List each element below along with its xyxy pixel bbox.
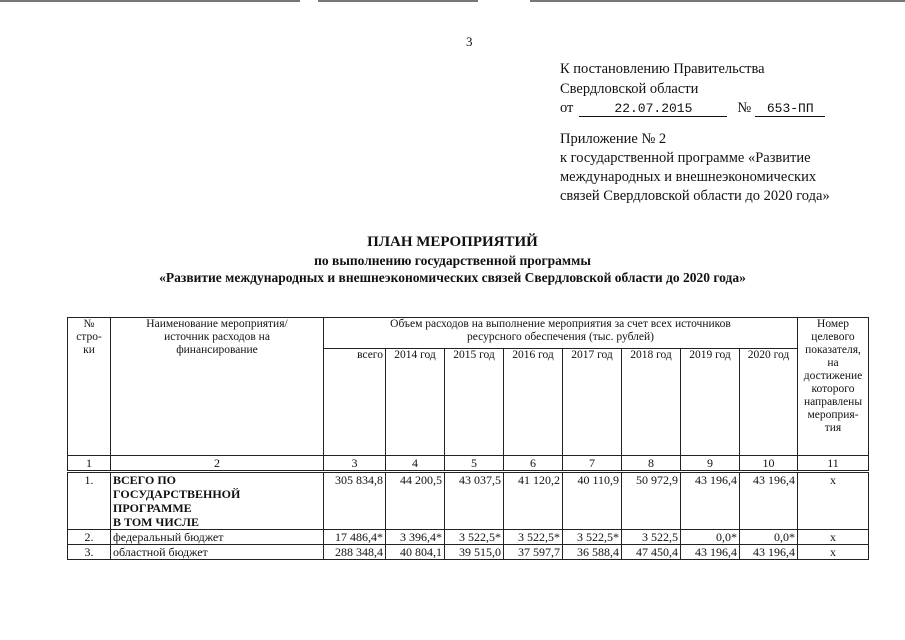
value-2020: 0,0*	[740, 530, 798, 545]
resolution-date: 22.07.2015	[579, 101, 727, 117]
value-total: 17 486,4*	[324, 530, 386, 545]
row-number: 1.	[68, 472, 111, 530]
header-name: Наименование мероприятия/ источник расходов на финансирование	[111, 318, 324, 456]
table-row-regional	[68, 545, 869, 560]
value-2016: 37 597,7	[504, 545, 563, 560]
approval-block	[560, 60, 825, 119]
appendix-line-3: международных и внешнеэкономических	[560, 169, 817, 185]
row-name: ВСЕГО ПО ГОСУДАРСТВЕННОЙ ПРОГРАММЕ В ТОМ ЧИСЛЕ	[111, 472, 324, 530]
value-2018: 50 972,9	[622, 472, 681, 530]
table-row-federal	[68, 530, 869, 545]
date-prefix: от	[560, 100, 574, 116]
column-number: 5	[445, 456, 504, 472]
value-2015: 43 037,5	[445, 472, 504, 530]
header-year-2020: 2020 год	[740, 349, 798, 456]
plan-table	[67, 317, 869, 560]
column-number: 8	[622, 456, 681, 472]
approval-date-row	[560, 99, 825, 119]
target-indicator: х	[798, 472, 869, 530]
value-2017: 3 522,5*	[563, 530, 622, 545]
column-number: 7	[563, 456, 622, 472]
value-2019: 43 196,4	[681, 472, 740, 530]
row-name: областной бюджет	[111, 545, 324, 560]
page-number: 3	[466, 34, 473, 49]
row-number: 2.	[68, 530, 111, 545]
column-number: 10	[740, 456, 798, 472]
header-expenses-group: Объем расходов на выполнение мероприятия за счет всех источников ресурсного обеспечения (тыс. рублей)	[324, 318, 798, 349]
number-prefix: №	[737, 100, 752, 116]
value-2019: 0,0*	[681, 530, 740, 545]
column-number: 4	[386, 456, 445, 472]
value-total: 288 348,4	[324, 545, 386, 560]
column-number: 2	[111, 456, 324, 472]
header-total: всего	[324, 349, 386, 456]
header-year-2016: 2016 год	[504, 349, 563, 456]
row-name: федеральный бюджет	[111, 530, 324, 545]
column-number: 9	[681, 456, 740, 472]
scan-edge-line-left	[0, 0, 300, 2]
title-line-3: «Развитие международных и внешнеэкономических связей Свердловской области до 2020 года»	[159, 270, 746, 285]
target-indicator: х	[798, 530, 869, 545]
approval-line-2: Свердловской области	[560, 80, 699, 97]
value-2014: 3 396,4*	[386, 530, 445, 545]
value-2018: 47 450,4	[622, 545, 681, 560]
column-number: 1	[68, 456, 111, 472]
appendix-line-2: к государственной программе «Развитие	[560, 150, 811, 166]
value-2018: 3 522,5	[622, 530, 681, 545]
header-year-2019: 2019 год	[681, 349, 740, 456]
column-number: 11	[798, 456, 869, 472]
column-number: 6	[504, 456, 563, 472]
header-year-2018: 2018 год	[622, 349, 681, 456]
scan-edge-line-middle	[318, 0, 478, 2]
header-year-2014: 2014 год	[386, 349, 445, 456]
column-number: 3	[324, 456, 386, 472]
resolution-number: 653-ПП	[755, 101, 825, 117]
value-2017: 40 110,9	[563, 472, 622, 530]
row-number: 3.	[68, 545, 111, 560]
value-2015: 3 522,5*	[445, 530, 504, 545]
value-2020: 43 196,4	[740, 472, 798, 530]
appendix-line-1: Приложение № 2	[560, 131, 667, 147]
document-title	[0, 233, 905, 286]
header-row-1	[68, 318, 869, 349]
value-2014: 40 804,1	[386, 545, 445, 560]
header-row-number: № стро- ки	[68, 318, 111, 456]
value-2017: 36 588,4	[563, 545, 622, 560]
value-2019: 43 196,4	[681, 545, 740, 560]
header-year-2017: 2017 год	[563, 349, 622, 456]
value-2015: 39 515,0	[445, 545, 504, 560]
value-total: 305 834,8	[324, 472, 386, 530]
title-line-1: ПЛАН МЕРОПРИЯТИЙ	[367, 234, 538, 250]
column-number-row	[68, 456, 869, 472]
title-line-2: по выполнению государственной программы	[314, 253, 591, 268]
approval-line-1: К постановлению Правительства	[560, 61, 765, 77]
header-target-indicator: Номер целевого показателя, на достижение которого направлены мероприя- тия	[798, 318, 869, 456]
scan-edge-line-right	[530, 0, 905, 2]
header-year-2015: 2015 год	[445, 349, 504, 456]
value-2020: 43 196,4	[740, 545, 798, 560]
target-indicator: х	[798, 545, 869, 560]
value-2016: 41 120,2	[504, 472, 563, 530]
appendix-line-4: связей Свердловской области до 2020 года»	[560, 188, 830, 204]
value-2014: 44 200,5	[386, 472, 445, 530]
value-2016: 3 522,5*	[504, 530, 563, 545]
table-row-total	[68, 472, 869, 530]
appendix-block	[560, 130, 830, 206]
